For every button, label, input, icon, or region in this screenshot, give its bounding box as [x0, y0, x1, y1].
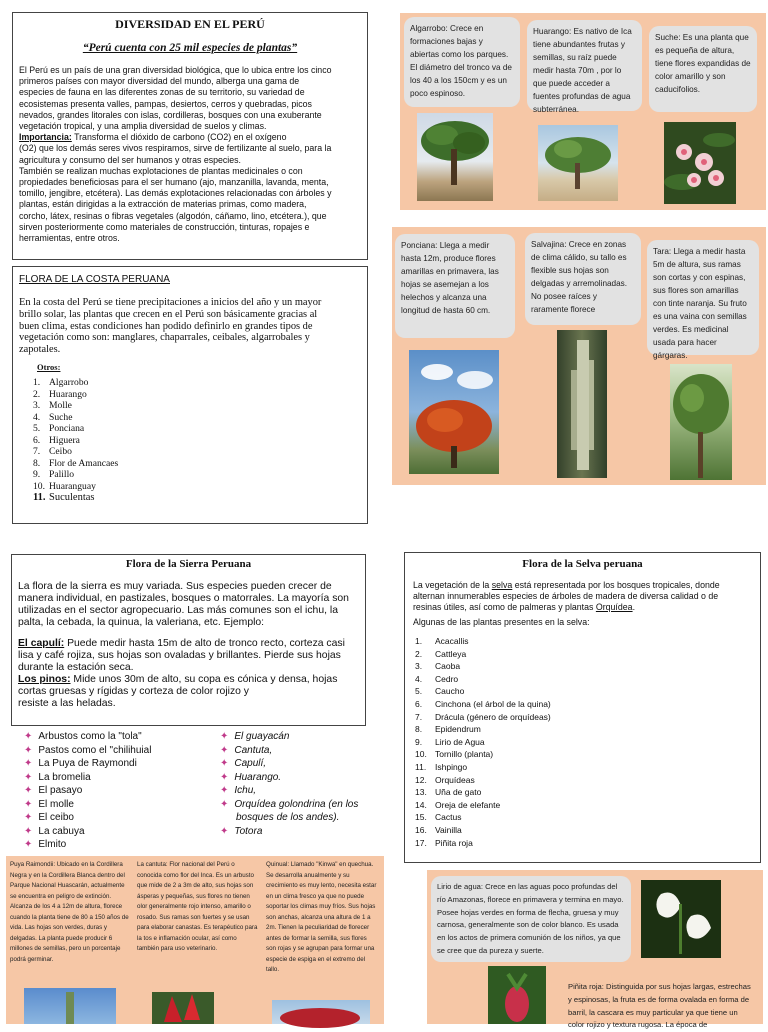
huarango-tree-photo	[538, 125, 618, 201]
salvajina-card: Salvajina: Crece en zonas de clima cálido, su tallo es flexible sus hojas son delgadas y arremolinadas. No posee raíces y raramente florece	[525, 233, 641, 325]
selva-title: Flora de la Selva peruana	[522, 558, 643, 570]
pinos-label: Los pinos:	[18, 674, 71, 685]
list-item: 2. Cattleya	[415, 648, 467, 659]
list-item: ✦ Capulí,	[220, 758, 267, 769]
list-item: 6. Cinchona (el árbol de la quina)	[415, 698, 551, 709]
sierra-line: utilizadas en el sector agropecuario. Las más comunes son el ichu, la	[18, 605, 338, 616]
intro-text	[19, 65, 332, 244]
page-title: DIVERSIDAD EN EL PERÚ	[115, 17, 265, 31]
suche-card: Suche: Es una planta que es pequeña de altura, tiene flores expandidas de color amarillo y son caducifolios.	[649, 26, 757, 112]
sierra-line: La flora de la sierra es muy variada. Sus especies pueden crecer de	[18, 581, 332, 592]
sierra-line: cortas gruesas y rígidas y corteza de color rojizo y	[18, 686, 249, 697]
intro-line: vegetación tropical, y una amplia diversidad de suelos y climas.	[19, 121, 267, 132]
list-item: 15. Cactus	[415, 812, 462, 823]
sierra-line: manera individual, en pastizales, bosques o matorrales. La mayoría son	[18, 593, 349, 604]
intro-line: (O2) que los demás seres vivos respiramos, sirve de fertilizante al suelo, para la	[19, 143, 332, 154]
capuli-label: El capulí:	[18, 638, 65, 649]
list-item: ✦ El ceibo	[24, 812, 74, 823]
intro-line: corcho, látex, resinas o fibras vegetales (algodón, cáñamo, lino, etcétera.), que	[19, 210, 327, 221]
sierra-line: durante la estación seca.	[18, 662, 134, 673]
intro-box	[12, 12, 368, 260]
selva-line: alternan innumerables especies de árboles de madera de diversa calidad o de	[413, 591, 719, 601]
arrow-icon: ✦	[220, 771, 229, 783]
pinos-line: Los pinos: Mide unos 30m de alto, su copa es cónica y densa, hojas	[18, 674, 338, 685]
list-item: ✦ La Puya de Raymondi	[24, 758, 137, 769]
arrow-icon: ✦	[24, 825, 33, 837]
arrow-icon: ✦	[220, 825, 229, 837]
arrow-icon: ✦	[24, 731, 33, 742]
list-item: ✦ Huarango.	[220, 771, 282, 783]
list-item: 5. Caucho	[415, 686, 465, 697]
sierra-title: Flora de la Sierra Peruana	[125, 558, 252, 570]
list-item: ✦ El pasayo	[24, 785, 83, 796]
ponciana-card: Ponciana: Llega a medir hasta 12m, produce flores amarillas en primavera, las hojas se asemejan a los helechos y alcanza una longitud de hasta 60 cm.	[395, 234, 515, 338]
intro-line: También se realizan muchas explotaciones de plantas medicinales o con	[19, 165, 303, 176]
capuli-line: El capulí: Puede medir hasta 15m de alto de tronco recto, corteza casi	[18, 638, 345, 649]
huarango-card: Huarango: Es nativo de Ica tiene abundantes frutas y semillas, su raíz puede medir hasta 70m , por lo que puede acceder a fuentes profundas de agua subterránea.	[527, 20, 642, 111]
list-item: 7. Drácula (género de orquídeas)	[415, 711, 551, 722]
arrow-icon: ✦	[24, 771, 33, 783]
list-item: ✦ Pastos como el "chilihuial	[24, 744, 152, 756]
list-item: ✦ Orquídea golondrina (en los	[220, 798, 359, 810]
intro-line: especies de fauna en las diferentes zonas de su territorio, su variedad de	[19, 87, 305, 98]
selva-link[interactable]: selva	[491, 580, 513, 590]
list-item: 16. Vainilla	[415, 824, 462, 835]
list-item: 6. Higuera	[33, 434, 80, 446]
list-item: 1. Acacallis	[415, 636, 469, 646]
intro-line: El Perú es un país de una gran diversidad biológica, que lo ubica entre los cinco	[19, 65, 332, 75]
list-item: 14. Oreja de elefante	[415, 799, 501, 810]
quinual-photo	[272, 1000, 370, 1024]
intro-line: plantas, están dirigidas a la extracción de materias primas, como madera,	[19, 199, 307, 210]
salvajina-photo	[557, 330, 607, 478]
importance-label: Importancia:	[19, 132, 72, 143]
costa-line: buen clima, estas condiciones han podido definirlo en grandes tipos de	[19, 320, 313, 332]
others-label: Otros:	[37, 362, 61, 372]
selva-line: La vegetación de la selva está representada por los bosques tropicales, donde	[413, 580, 720, 590]
tara-tree-photo	[670, 364, 732, 480]
arrow-icon: ✦	[24, 785, 33, 796]
list-item: 3. Molle	[33, 400, 72, 411]
intro-line: primeros países con mayor diversidad del mundo, alberga una gama de	[19, 76, 300, 87]
ponciana-tree-photo	[409, 350, 499, 474]
list-item: ✦ La bromelia	[24, 771, 91, 783]
arrow-icon: ✦	[24, 812, 33, 823]
list-item: 9. Lirio de Agua	[415, 736, 485, 747]
list-item: ✦ Cantuta,	[220, 744, 273, 756]
page-subtitle: “Perú cuenta con 25 mil especies de plantas”	[82, 42, 298, 54]
list-item: ✦ Arbustos como la "tola"	[24, 731, 142, 742]
intro-line: nevados, grandes litorales con islas, cordilleras, bosques con una exuberante	[19, 109, 322, 120]
costa-box	[12, 266, 368, 524]
pinita-roja-photo	[488, 966, 546, 1024]
list-item: 10. Tornillo (planta)	[415, 749, 494, 760]
lirio-de-agua-photo	[641, 880, 721, 958]
suche-flower-photo	[664, 122, 736, 204]
quinual-card: Quinual: Llamado "Kinwa" en quechua. Se desarrolla anualmente y su crecimiento es muy lento, necesita estar en un clima fresco ya que no puede soportar los climas muy fríos. Sus hojas son anchas, alcanza una altura de 1 a 2m. Tienen la peculiaridad de florecer antes de formar la semilla, sus flores son rojas y se agrupan para formar una especie de espiga en el extremo del tallo.	[266, 861, 377, 973]
list-item: 5. Ponciana	[33, 423, 85, 434]
list-item: 1. Algarrobo	[33, 377, 89, 388]
costa-title: FLORA DE LA COSTA PERUANA	[19, 274, 170, 285]
selva-list-intro: Algunas de las plantas presentes en la selva:	[413, 617, 590, 627]
list-item: ✦ El guayacán	[220, 731, 290, 742]
arrow-icon: ✦	[220, 758, 229, 769]
intro-line: sirven posteriormente como materiales de construcción, tinturas, ropajes e	[19, 221, 310, 232]
puya-raimondii-card: Puya Raimondii: Ubicado en la Cordillera Negra y en la Cordillera Blanca dentro del Parque Nacional Huascarán, actualmente se encuentra en peligro de extinción. Alcanza de los 4 a 12m de altura, florece cuando la planta tiene de 80 a 150 años de vida. Las hojas son verdes, duras y delgadas. La planta puede producir 6 millones de semillas, pero un porcentaje podrá germinar.	[10, 861, 129, 963]
sierra-line: resiste a las heladas.	[18, 698, 116, 709]
sierra-box	[11, 554, 366, 726]
costa-line: vegetación como son: manglares, chaparrales, ceibales, algarrobales y	[19, 332, 310, 344]
sierra-list-right	[220, 730, 358, 838]
sierra-list-left	[24, 730, 151, 852]
list-item: 3. Caoba	[415, 661, 461, 672]
list-item: ✦ El molle	[24, 798, 74, 810]
list-item: 17. Piñita roja	[415, 837, 473, 848]
list-item: ✦ La cabuya	[24, 825, 85, 837]
importance-line	[19, 132, 332, 143]
puya-raimondii-photo	[24, 988, 116, 1024]
orquidea-link[interactable]: Orquídea	[595, 602, 633, 612]
costa-line: zapotales.	[19, 344, 61, 356]
importance-text: Transforma el dióxido de carbono (CO2) en el oxígeno	[71, 132, 287, 143]
list-item: ✦ Elmito	[24, 839, 67, 850]
sierra-line: palta, la cebada, la quinua, la valeriana, etc. Ejemplo:	[18, 617, 265, 628]
arrow-icon: ✦	[24, 839, 33, 850]
list-item: 4. Cedro	[415, 673, 459, 684]
list-item: 8. Epidendrum	[415, 724, 481, 735]
sierra-line: lisa y café rojiza, sus hojas son ovaladas y brillantes. Pierde sus hojas	[18, 650, 341, 661]
costa-list	[33, 377, 118, 504]
cantuta-card: La cantuta: Flor nacional del Perú o conocida como flor del Inca. Es un arbusto que mide de 2 a 3m de alto, sus hojas son ásperas y pequeñas, sus flores no tienen olor generalmente rojo intenso, amarillo o rosado. Sus ramas son fuertes y se usan para elaborar canastas. Es terapéutico para la tos e inflamación ocular, así como también para uso veterinario.	[137, 861, 258, 952]
list-item: 11. Suculentas	[33, 492, 95, 503]
list-item: 13. Uña de gato	[415, 787, 482, 798]
list-item: bosques de los andes).	[236, 812, 340, 823]
list-item: ✦ Ichu,	[220, 785, 257, 796]
list-item: 11. Ishpingo	[415, 761, 468, 772]
intro-line: tomillo, jengibre, etcétera). Las demás explotaciones relacionadas con árboles y	[19, 188, 332, 199]
arrow-icon: ✦	[24, 744, 33, 756]
intro-line: herramientas, entre otros.	[19, 233, 120, 244]
list-item: 9. Palillo	[33, 469, 75, 480]
list-item: 7. Ceibo	[33, 446, 72, 457]
intro-line: propiedades beneficiosas para el ser humano (ajo, manzanilla, lavanda, menta,	[19, 177, 329, 188]
list-item: 10. Huaranguay	[33, 480, 96, 492]
arrow-icon: ✦	[220, 785, 229, 796]
costa-line: brillo solar, las plantas que crecen en el Perú son básicamente gracias al	[19, 308, 318, 320]
pinita-roja-card: Piñita roja: Distinguida por sus hojas largas, estrechas y espinosas, la fruta es de forma ovalada en forma de barril, la cascara es muy particular ya que tiene un color rojizo y textura rugosa. La época de	[562, 976, 762, 1024]
selva-line: resinas útiles, así como de palmeras y plantas Orquídea.	[413, 602, 636, 612]
lirio-card: Lirio de agua: Crece en las aguas poco profundas del río Amazonas, florece en primavera y termina en mayo. Posee hojas verdes en forma de flecha, gruesa y muy carnosa, generalmente son de color blanco. Es usada en los actos de primera comunión de los niños, ya que se cree que da pureza y suerte.	[431, 876, 631, 962]
list-item: 12. Orquídeas	[415, 774, 475, 785]
list-item: 2. Huarango	[33, 388, 87, 400]
arrow-icon: ✦	[220, 798, 229, 810]
intro-line: ecosistemas presenta valles, pampas, desiertos, cerros y quebradas, picos	[19, 98, 312, 109]
intro-line: agricultura y consumo del ser humanos y otras especies.	[19, 154, 241, 165]
arrow-icon: ✦	[220, 731, 229, 742]
arrow-icon: ✦	[24, 798, 33, 810]
tara-card: Tara: Llega a medir hasta 5m de altura, sus ramas son cortas y con espinas, sus flores son amarillas con tinte naranja. Su fruto es una vaina con semillas verdes. Es medicinal usada para hacer gárgaras.	[647, 240, 759, 355]
algarrobo-card: Algarrobo: Crece en formaciones bajas y abiertas como los parques. El diámetro del tronco va de los 40 a los 150cm y es un poco espinoso.	[404, 17, 520, 107]
cantuta-photo	[152, 992, 214, 1024]
list-item: 8. Flor de Amancaes	[33, 457, 119, 469]
selva-box	[404, 552, 761, 863]
sierra-text	[18, 581, 349, 710]
costa-line: En la costa del Perú se tiene precipitaciones a inicios del año y un mayor	[19, 297, 322, 308]
list-item: 4. Suche	[33, 411, 73, 423]
list-item: ✦ Totora	[220, 825, 263, 837]
selva-list	[415, 635, 551, 849]
costa-text	[19, 297, 321, 356]
arrow-icon: ✦	[24, 758, 33, 769]
algarrobo-tree-photo	[417, 113, 493, 201]
arrow-icon: ✦	[220, 744, 229, 756]
selva-text	[413, 580, 720, 628]
